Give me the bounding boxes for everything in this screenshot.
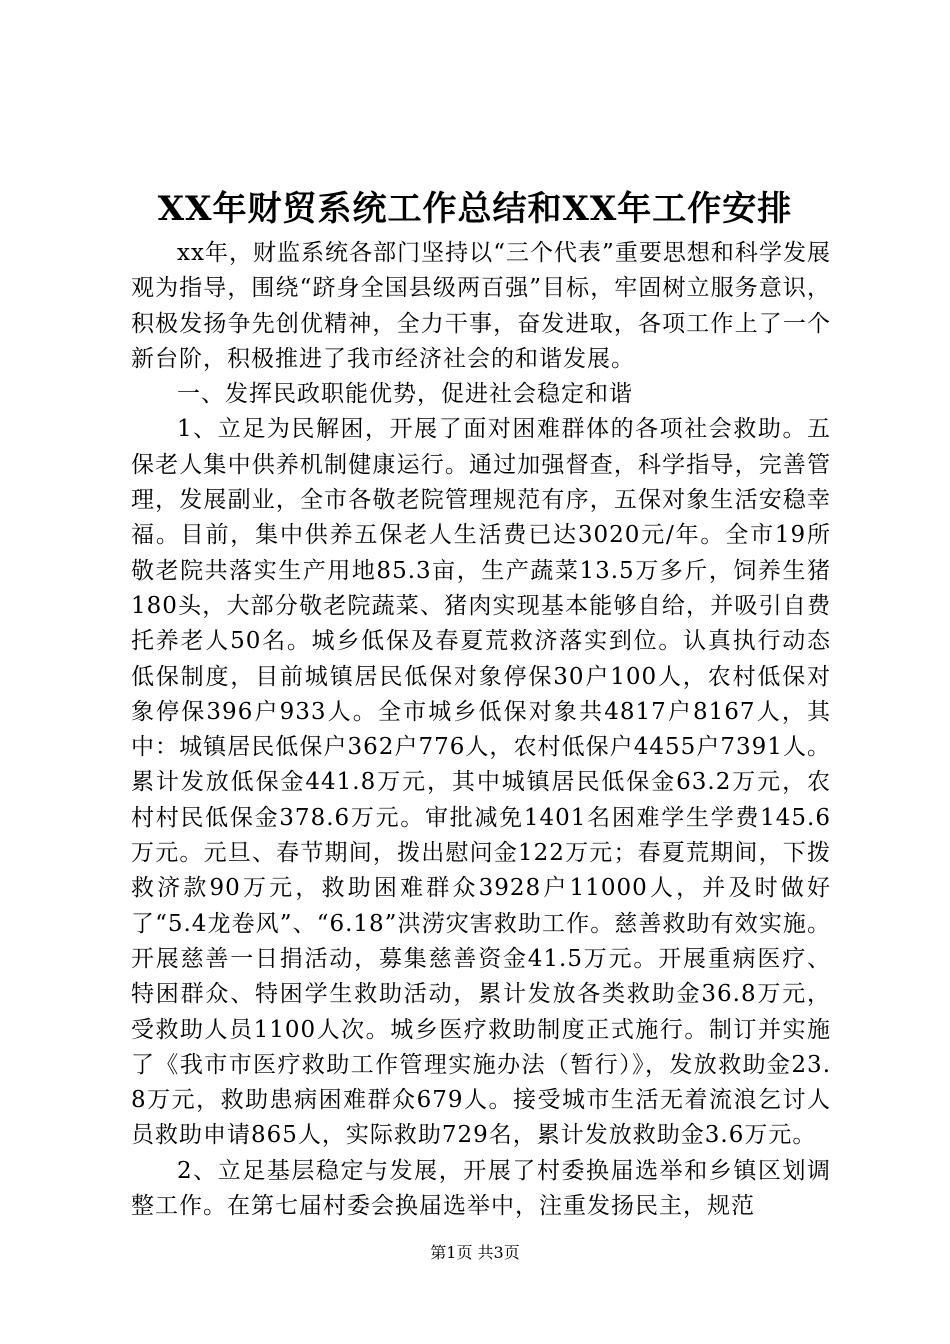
document-title: XX年财贸系统工作总结和XX年工作安排: [157, 189, 793, 229]
intro-paragraph: xx年，财监系统各部门坚持以“三个代表”重要思想和科学发展观为指导，围绕“跻身全国县级两百强”目标，牢固树立服务意识，积极发扬争先创优精神，全力干事，奋发进取，各项工作上了一个新台阶，积极推进了我市经济社会的和谐发展。: [131, 240, 831, 372]
page-number-footer: 第1页 共3页: [430, 1243, 520, 1262]
body-paragraph: 1、立足为民解困，开展了面对困难群体的各项社会救助。五保老人集中供养机制健康运行。通过加强督查，科学指导，完善管理，发展副业，全市各敬老院管理规范有序，五保对象生活安稳幸福。目前，集中供养五保老人生活费已达3020元/年。全市19所敬老院共落实生产用地85.3亩，生产蔬菜13.5万多斤，饲养生猪180头，大部分敬老院蔬菜、猪肉实现基本能够自给，并吸引自费托养老人50名。城乡低保及春夏荒救济落实到位。认真执行动态低保制度，目前城镇居民低保对象停保30户100人，农村低保对象停保396户933人。全市城乡低保对象共4817户8167人，其中：城镇居民低保户362户776人，农村低保户4455户7391人。累计发放低保金441.8万元，其中城镇居民低保金63.2万元，农村村民低保金378.6万元。审批减免1401名困难学生学费145.6万元。元旦、春节期间，拨出慰问金122万元；春夏荒期间，下拨救济款90万元，救助困难群众3928户11000人，并及时做好了“5.4龙卷风”、“6.18”洪涝灾害救助工作。慈善救助有效实施。开展慈善一日捐活动，募集慈善资金41.5万元。开展重病医疗、特困群众、特困学生救助活动，累计发放各类救助金36.8万元，受救助人员1100人次。城乡医疗救助制度正式施行。制订并实施了《我市市医疗救助工作管理实施办法（暂行）》，发放救助金23.8万元，救助患病困难群众679人。接受城市生活无着流浪乞讨人员救助申请865人，实际救助729名，累计发放救助金3.6万元。: [131, 416, 831, 1149]
section-heading: 一、发挥民政职能优势，促进社会稳定和谐: [177, 381, 633, 408]
body-paragraph: 2、立足基层稳定与发展，开展了村委换届选举和乡镇区划调整工作。在第七届村委会换届选举中，注重发扬民主，规范: [131, 1157, 831, 1220]
document-body: [131, 236, 831, 1224]
